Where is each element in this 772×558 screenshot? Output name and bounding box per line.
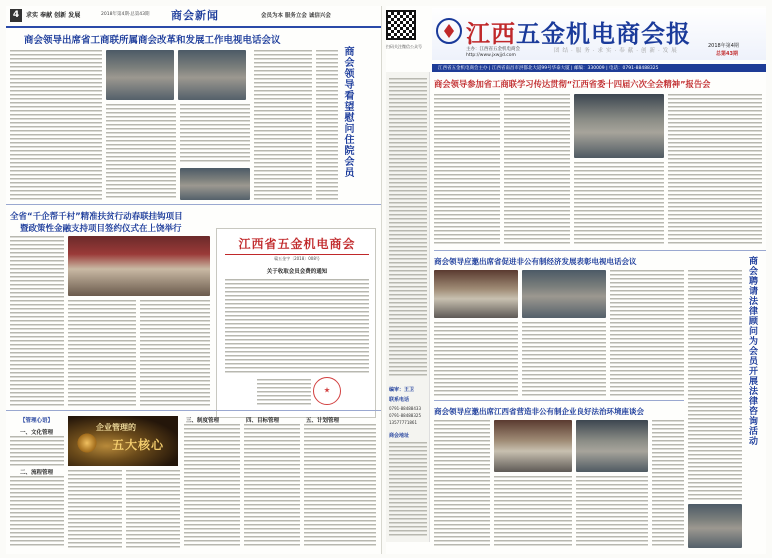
divider-3: [434, 250, 766, 251]
sidebar-body: [389, 78, 427, 378]
management-image-title1: 企业管理的: [96, 423, 136, 432]
left-page-header: [6, 6, 382, 26]
sidebar-phone-2: 0791-88488325: [389, 413, 421, 418]
notice-footer: [257, 379, 311, 407]
qr-caption: 扫码关注微信公众号: [386, 44, 422, 49]
right-page: [386, 6, 766, 554]
left-page: [6, 6, 382, 554]
headline-photo: [574, 94, 664, 158]
article-2-title-line1: 全省“千企帮千村”精准扶贫行动春联挂钩项目: [10, 212, 183, 222]
section-name: 商会新闻: [171, 9, 219, 22]
article-r3-title: 商会领导应邀出席江西省营造非公有制企业良好法治环境座谈会: [434, 407, 644, 416]
divider-4: [434, 400, 684, 401]
divider-1: [6, 204, 382, 205]
management-core-image: [68, 416, 178, 466]
headline-body-col1: [434, 94, 500, 244]
address-bar: [432, 64, 766, 72]
column-p5: 五、计划管理: [306, 418, 340, 424]
sidebar-office-body: [389, 442, 427, 538]
article-r2-body-col3: [610, 270, 684, 396]
legal-article-photo: [688, 504, 742, 548]
header-slogans: 求实 奉献 创新 发展: [26, 12, 81, 19]
article-1-body-col1: [10, 50, 102, 200]
article-r3-body-col2: [494, 476, 572, 548]
masthead-title: [466, 14, 691, 49]
headline-body-col2: [504, 94, 570, 244]
address-bar-text: 江西省五金机电商会主办 | 江西省南昌市洪都北大道99号华泰大厦 | 邮编：330009 | 电话：0791-88488325: [438, 66, 659, 71]
article-2-photo: [68, 236, 210, 296]
page-number: 4: [10, 9, 22, 22]
article-r2-body-col1: [434, 322, 518, 396]
article-1-photo-1: [106, 50, 174, 100]
article-2-body-col2: [68, 300, 136, 406]
legal-article-vertical-title: 商会聘请法律顾问为会员开展法律咨询活动: [747, 256, 757, 446]
column-p3: 三、制度管理: [186, 418, 220, 424]
article-r3-photo-2: [576, 420, 648, 472]
article-2-body-col1: [10, 236, 64, 406]
sidebar-editor: 编审：王卫: [389, 387, 415, 393]
article-1-body-col4: [254, 50, 312, 200]
article-r2-body-col2: [522, 322, 606, 396]
masthead-total: 总第43期: [716, 51, 738, 57]
column-p3-body: [184, 424, 240, 548]
article-r3-body-col1: [434, 420, 490, 548]
article-r3-photo-1: [494, 420, 572, 472]
headline-body-col3: [574, 162, 664, 244]
article-1-title: 商会领导出席省工商联所属商会改革和发展工作电视电话会议: [24, 35, 281, 46]
masthead-motto: 团结·服务·求实·奉献·创新·发展: [554, 48, 680, 54]
column-p5-body: [304, 424, 376, 548]
visit-article-vertical-title: 商会领导看望慰问住院会员: [342, 46, 353, 178]
column-p1: 一、文化管理: [20, 430, 54, 436]
masthead-prefix: 江西: [466, 20, 516, 48]
column-label: 【管理心语】: [20, 418, 54, 424]
article-r2-photo-2: [522, 270, 606, 318]
column-p4: 四、目标管理: [246, 418, 280, 424]
article-1-body-col2: [106, 104, 176, 200]
visit-article-body: [316, 50, 338, 200]
notice-org: 江西省五金机电商会: [238, 237, 356, 251]
sidebar-office-label: 商会地址: [389, 433, 410, 439]
notice-subject: 关于收取会员会费的通知: [266, 269, 328, 275]
masthead-issue: 2018年第4期: [708, 43, 739, 49]
masthead-url: http://www.jxwjjd.com: [466, 53, 516, 58]
article-r2-title: 商会领导应邀出席省促进非公有制经济发展表彰电视电话会议: [434, 257, 637, 266]
article-2-title-line2: 暨政策性金融支持项目签约仪式在上饶举行: [20, 224, 182, 234]
qr-code-icon: [386, 10, 416, 40]
header-right-slogan: 会员为本 服务立会 诚信兴会: [261, 13, 331, 19]
headline-body-col4: [668, 94, 762, 244]
info-sidebar: [386, 72, 430, 542]
column-p1-body: [10, 436, 64, 466]
sidebar-phone-3: 13577771861: [389, 420, 417, 425]
notice-body: [225, 279, 369, 375]
column-body-col2b: [126, 470, 180, 548]
column-body-col2a: [68, 470, 122, 548]
divider-2: [6, 410, 382, 411]
article-2-body-col3: [140, 300, 210, 406]
golden-tripod-icon: [76, 432, 98, 454]
header-rule: [6, 26, 382, 28]
notice-box: [216, 228, 376, 418]
column-p2: 二、流程管理: [20, 470, 54, 476]
article-r3-body-col4: [652, 420, 684, 548]
headline-title: 商会领导参加省工商联学习传达贯彻“江西省委十四届六次全会精神”报告会: [434, 79, 711, 89]
masthead-host: 主办：江西省五金机电商会: [466, 47, 520, 52]
article-1-body-col3: [180, 104, 250, 164]
article-1-photo-3: [180, 168, 250, 200]
official-seal-icon: [313, 377, 341, 405]
management-image-title2: 五大核心: [112, 438, 165, 452]
masthead-name: 五金机电商会报: [516, 20, 691, 48]
column-p4-body: [244, 424, 300, 548]
chamber-logo-icon: [436, 18, 462, 44]
notice-doc-no: 赣五金字〔2018〕008号: [274, 256, 320, 261]
legal-article-body: [688, 270, 742, 500]
article-1-photo-2: [178, 50, 246, 100]
sidebar-phone-1: 0791-88488433: [389, 406, 421, 411]
column-p2-body: [10, 476, 64, 548]
notice-red-rule: [225, 254, 369, 255]
sidebar-contact-label: 联系电话: [389, 397, 410, 403]
article-r2-photo-1: [434, 270, 518, 318]
header-issue: 2018年第4期·总第43期: [101, 12, 150, 17]
article-r3-body-col3: [576, 476, 648, 548]
